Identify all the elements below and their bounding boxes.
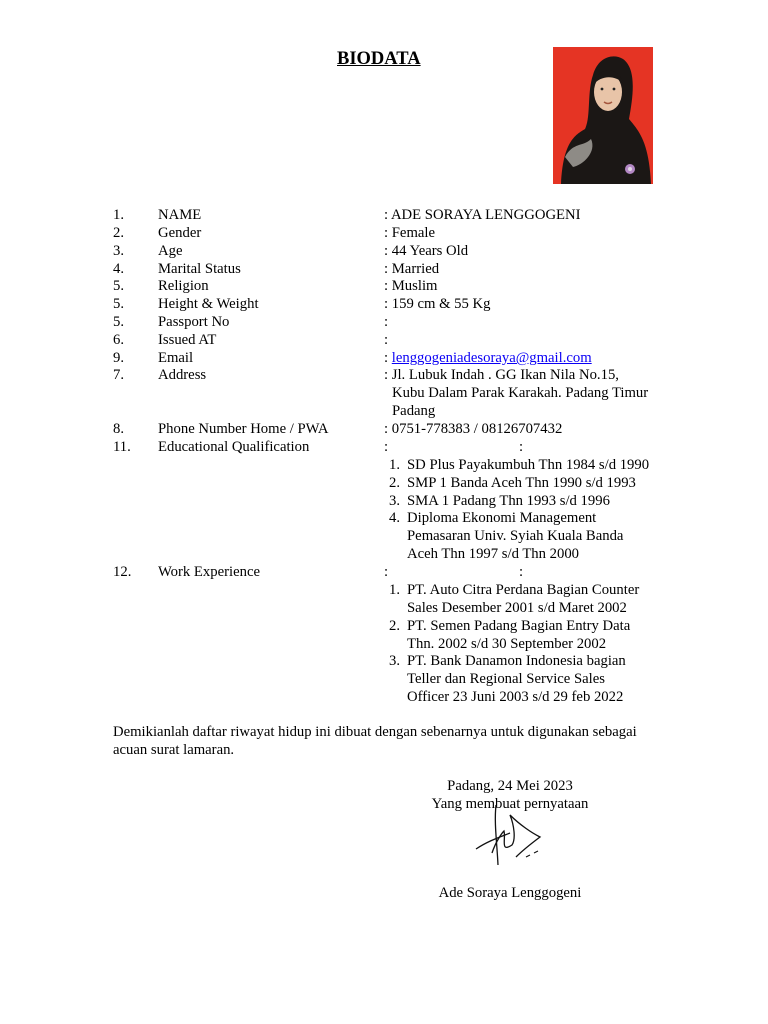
- list-text: PT. Semen Padang Bagian Entry Data: [407, 618, 631, 634]
- field-label: Work Experience: [158, 564, 260, 580]
- field-row: [0, 243, 768, 261]
- address-line: Kubu Dalam Parak Karakah. Padang Timur: [392, 385, 649, 401]
- field-row: [0, 278, 768, 296]
- list-text: SD Plus Payakumbuh Thn 1984 s/d 1990: [407, 457, 650, 473]
- row-number: 2.: [113, 225, 125, 241]
- field-value: [384, 350, 592, 368]
- list-item: [0, 457, 768, 475]
- list-item: [0, 653, 768, 671]
- list-number: 2.: [389, 475, 401, 491]
- field-row: [0, 296, 768, 314]
- list-number: 2.: [389, 618, 401, 634]
- field-value: : 44 Years Old: [384, 243, 469, 259]
- list-item-cont: [0, 600, 768, 618]
- row-number: 3.: [113, 243, 125, 259]
- row-number: 1.: [113, 207, 125, 223]
- signature-icon: [470, 803, 550, 883]
- address-line: : Jl. Lubuk Indah . GG Ikan Nila No.15,: [384, 367, 619, 383]
- colon: :: [384, 564, 389, 580]
- row-number: 12.: [113, 564, 132, 580]
- list-item-cont: [0, 636, 768, 654]
- list-text: SMA 1 Padang Thn 1993 s/d 1996: [407, 493, 610, 509]
- field-value: : Muslim: [384, 278, 438, 294]
- field-label: Educational Qualification: [158, 439, 310, 455]
- list-number: 3.: [389, 493, 401, 509]
- signature-caption: Yang membuat pernyataan: [431, 796, 589, 812]
- list-item: [0, 582, 768, 600]
- closing-paragraph: Demikianlah daftar riwayat hidup ini dibuat dengan sebenarnya untuk digunakan sebagai acuan surat lamaran.: [113, 724, 637, 758]
- field-label: Religion: [158, 278, 209, 294]
- row-number: 5.: [113, 314, 125, 330]
- field-label: Marital Status: [158, 261, 241, 277]
- signer-name: Ade Soraya Lenggogeni: [438, 885, 582, 901]
- field-label: Email: [158, 350, 194, 366]
- page-title: BIODATA: [337, 49, 421, 69]
- field-label: Age: [158, 243, 183, 259]
- profile-photo: [553, 47, 653, 184]
- list-text: Thn. 2002 s/d 30 September 2002: [407, 636, 607, 652]
- field-value: : Female: [384, 225, 435, 241]
- field-row: [0, 332, 768, 350]
- place-date: Padang, 24 Mei 2023: [447, 778, 573, 794]
- field-label: Gender: [158, 225, 202, 241]
- row-number: 9.: [113, 350, 125, 366]
- list-text: Pemasaran Univ. Syiah Kuala Banda: [407, 528, 624, 544]
- list-text: PT. Bank Danamon Indonesia bagian: [407, 653, 626, 669]
- field-row: [0, 207, 768, 225]
- field-value: : Married: [384, 261, 440, 277]
- field-label: Phone Number Home / PWA: [158, 421, 329, 437]
- address-row: [0, 367, 768, 385]
- list-item-cont: [0, 528, 768, 546]
- field-row: [0, 225, 768, 243]
- colon: :: [384, 439, 389, 455]
- list-number: 1.: [389, 582, 401, 598]
- field-label: Issued AT: [158, 332, 217, 348]
- list-item-cont: [0, 546, 768, 564]
- colon: :: [519, 564, 524, 580]
- field-value: :: [384, 314, 389, 330]
- row-number: 7.: [113, 367, 125, 383]
- field-row: [0, 314, 768, 332]
- list-item: [0, 618, 768, 636]
- list-text: Officer 23 Juni 2003 s/d 29 feb 2022: [407, 689, 624, 705]
- row-number: 8.: [113, 421, 125, 437]
- list-item: [0, 510, 768, 528]
- field-label: Address: [158, 367, 207, 383]
- education-row: [0, 439, 768, 457]
- field-value: : 0751-778383 / 08126707432: [384, 421, 563, 437]
- field-value: : 159 cm & 55 Kg: [384, 296, 491, 312]
- field-row: [0, 261, 768, 279]
- list-text: Sales Desember 2001 s/d Maret 2002: [407, 600, 627, 616]
- list-text: SMP 1 Banda Aceh Thn 1990 s/d 1993: [407, 475, 636, 491]
- address-row-cont: [0, 403, 768, 421]
- list-number: 3.: [389, 653, 401, 669]
- list-text: Aceh Thn 1997 s/d Thn 2000: [407, 546, 580, 562]
- work-row: [0, 564, 768, 582]
- list-text: Diploma Ekonomi Management: [407, 510, 597, 526]
- email-row: [0, 350, 768, 368]
- field-value: :: [384, 332, 389, 348]
- list-text: PT. Auto Citra Perdana Bagian Counter: [407, 582, 640, 598]
- list-number: 1.: [389, 457, 401, 473]
- list-item-cont: [0, 689, 768, 707]
- list-item: [0, 475, 768, 493]
- row-number: 6.: [113, 332, 125, 348]
- address-row-cont: [0, 385, 768, 403]
- list-number: 4.: [389, 510, 401, 526]
- colon: :: [384, 350, 392, 366]
- list-item: [0, 493, 768, 511]
- field-value: : ADE SORAYA LENGGOGENI: [384, 207, 581, 223]
- colon: :: [519, 439, 524, 455]
- field-label: NAME: [158, 207, 202, 223]
- phone-row: [0, 421, 768, 439]
- address-line: Padang: [392, 403, 436, 419]
- list-text: Teller dan Regional Service Sales: [407, 671, 606, 687]
- row-number: 4.: [113, 261, 125, 277]
- person-photo-icon: [553, 47, 653, 184]
- row-number: 5.: [113, 278, 125, 294]
- row-number: 5.: [113, 296, 125, 312]
- field-label: Height & Weight: [158, 296, 259, 312]
- row-number: 11.: [113, 439, 131, 455]
- list-item-cont: [0, 671, 768, 689]
- email-link[interactable]: lenggogeniadesoraya@gmail.com: [391, 350, 592, 366]
- field-label: Passport No: [158, 314, 230, 330]
